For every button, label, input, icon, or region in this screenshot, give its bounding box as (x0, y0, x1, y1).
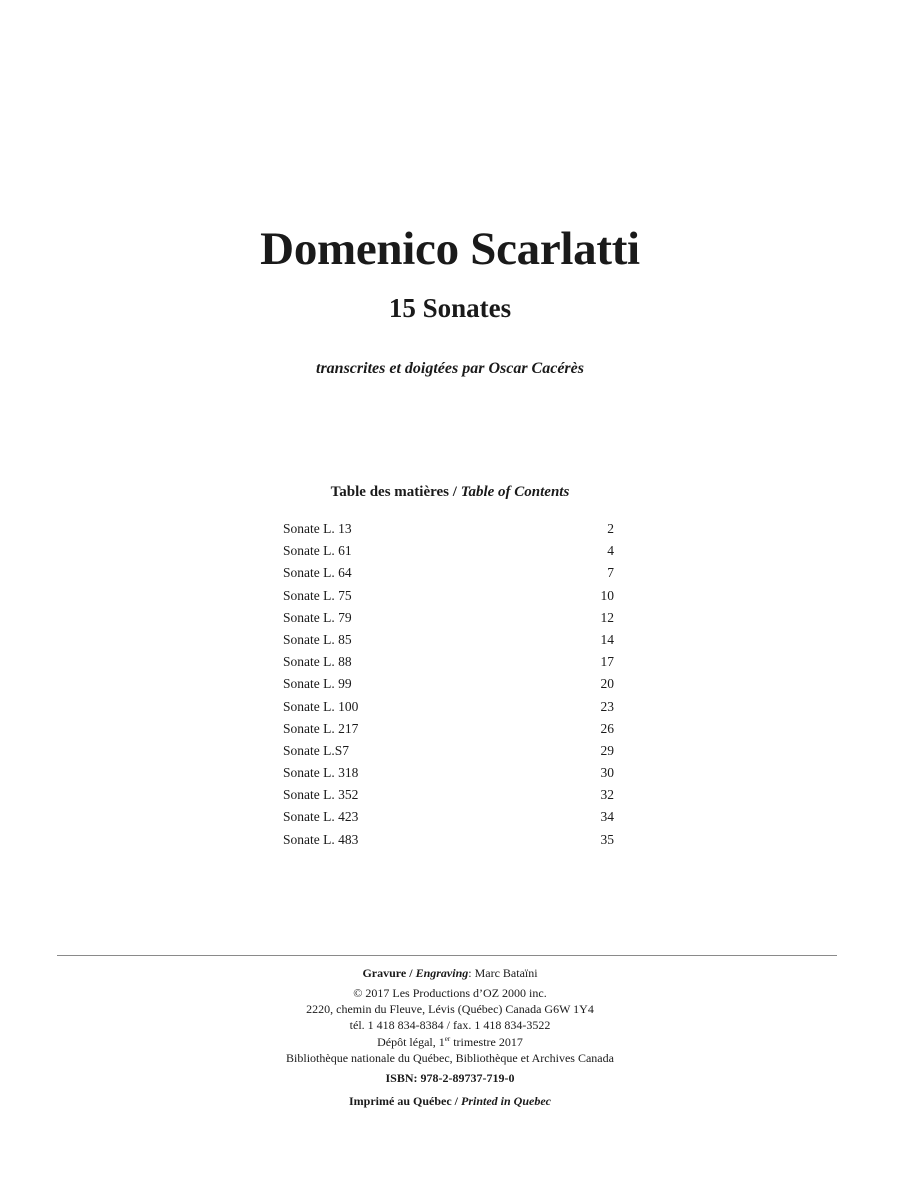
toc-entry-page: 14 (600, 631, 614, 647)
toc-entry-title: Sonate L. 79 (283, 609, 352, 625)
toc-entry (283, 806, 614, 828)
toc-entry (283, 696, 614, 718)
publisher-phone: tél. 1 418 834-8384 / fax. 1 418 834-3522 (349, 1018, 551, 1032)
toc-entry (283, 585, 614, 607)
toc-entry-page: 7 (607, 565, 614, 581)
toc-entry-title: Sonate L. 483 (283, 831, 359, 847)
printed-in-separator: / (451, 1094, 461, 1108)
toc-entry-title: Sonate L. 61 (283, 543, 352, 559)
toc-entry (283, 607, 614, 629)
toc-entry (283, 562, 614, 584)
toc-heading-en: Table of Contents (460, 484, 570, 500)
legal-deposit-prefix: Dépôt légal, 1 (377, 1035, 445, 1049)
toc-entry (283, 718, 614, 740)
toc-entry-page: 30 (600, 765, 614, 781)
toc-entry (283, 651, 614, 673)
toc-entry-page: 32 (600, 787, 614, 803)
toc-entry-title: Sonate L. 217 (283, 720, 359, 736)
toc-entry-title: Sonate L. 352 (283, 787, 359, 803)
toc-entry-title: Sonate L. 75 (283, 587, 352, 603)
footer-divider (57, 955, 837, 956)
toc-list (283, 518, 614, 851)
toc-entry-title: Sonate L. 99 (283, 676, 352, 692)
legal-deposit (0, 1034, 900, 1050)
toc-entry-title: Sonate L.S7 (283, 742, 349, 758)
toc-entry-page: 17 (600, 654, 614, 670)
printed-in-en: Printed in Quebec (461, 1094, 551, 1108)
printed-in-fr: Imprimé au Québec (349, 1094, 452, 1108)
toc-entry-title: Sonate L. 100 (283, 698, 359, 714)
toc-entry-page: 29 (600, 742, 614, 758)
toc-entry (283, 518, 614, 540)
toc-entry-page: 35 (600, 831, 614, 847)
publisher-address: 2220, chemin du Fleuve, Lévis (Québec) Canada G6W 1Y4 (306, 1002, 594, 1016)
toc-entry-title: Sonate L. 64 (283, 565, 352, 581)
toc-entry (283, 740, 614, 762)
toc-entry-page: 20 (600, 676, 614, 692)
toc-entry-page: 23 (600, 698, 614, 714)
transcription-credit: transcrites et doigtées par Oscar Cacérès (316, 360, 584, 377)
toc-entry (283, 784, 614, 806)
toc-entry-title: Sonate L. 13 (283, 521, 352, 536)
toc-entry-page: 4 (607, 543, 614, 559)
composer-title: Domenico Scarlatti (260, 223, 640, 275)
toc-entry-title: Sonate L. 318 (283, 765, 359, 781)
toc-entry-page: 34 (600, 809, 614, 825)
toc-entry (283, 762, 614, 784)
toc-entry-page: 2 (607, 521, 614, 536)
engraving-label-fr: Gravure (362, 966, 407, 980)
copyright-line: © 2017 Les Productions d’OZ 2000 inc. (353, 986, 547, 1000)
engraving-label-en: Engraving (415, 966, 469, 980)
toc-entry (283, 829, 614, 851)
toc-entry (283, 540, 614, 562)
engraving-credit (0, 965, 900, 981)
toc-entry-page: 10 (600, 587, 614, 603)
isbn: ISBN: 978-2-89737-719-0 (385, 1071, 515, 1085)
toc-entry-title: Sonate L. 423 (283, 809, 359, 825)
printed-in-line (0, 1093, 900, 1109)
toc-entry-title: Sonate L. 88 (283, 654, 352, 670)
toc-heading-fr: Table des matières (330, 484, 450, 500)
toc-heading-separator: / (449, 484, 461, 500)
toc-entry-title: Sonate L. 85 (283, 631, 352, 647)
engraver-name: : Marc Bataïni (468, 966, 538, 980)
toc-entry-page: 12 (600, 609, 614, 625)
toc-entry (283, 629, 614, 651)
toc-heading (0, 484, 900, 501)
toc-entry-page: 26 (600, 720, 614, 736)
legal-deposit-suffix: trimestre 2017 (450, 1035, 523, 1049)
toc-entry (283, 673, 614, 695)
legal-deposit-superscript: er (444, 1035, 451, 1043)
libraries-line: Bibliothèque nationale du Québec, Bibliothèque et Archives Canada (286, 1051, 614, 1065)
work-subtitle: 15 Sonates (388, 293, 512, 323)
engraving-separator: / (406, 966, 416, 980)
